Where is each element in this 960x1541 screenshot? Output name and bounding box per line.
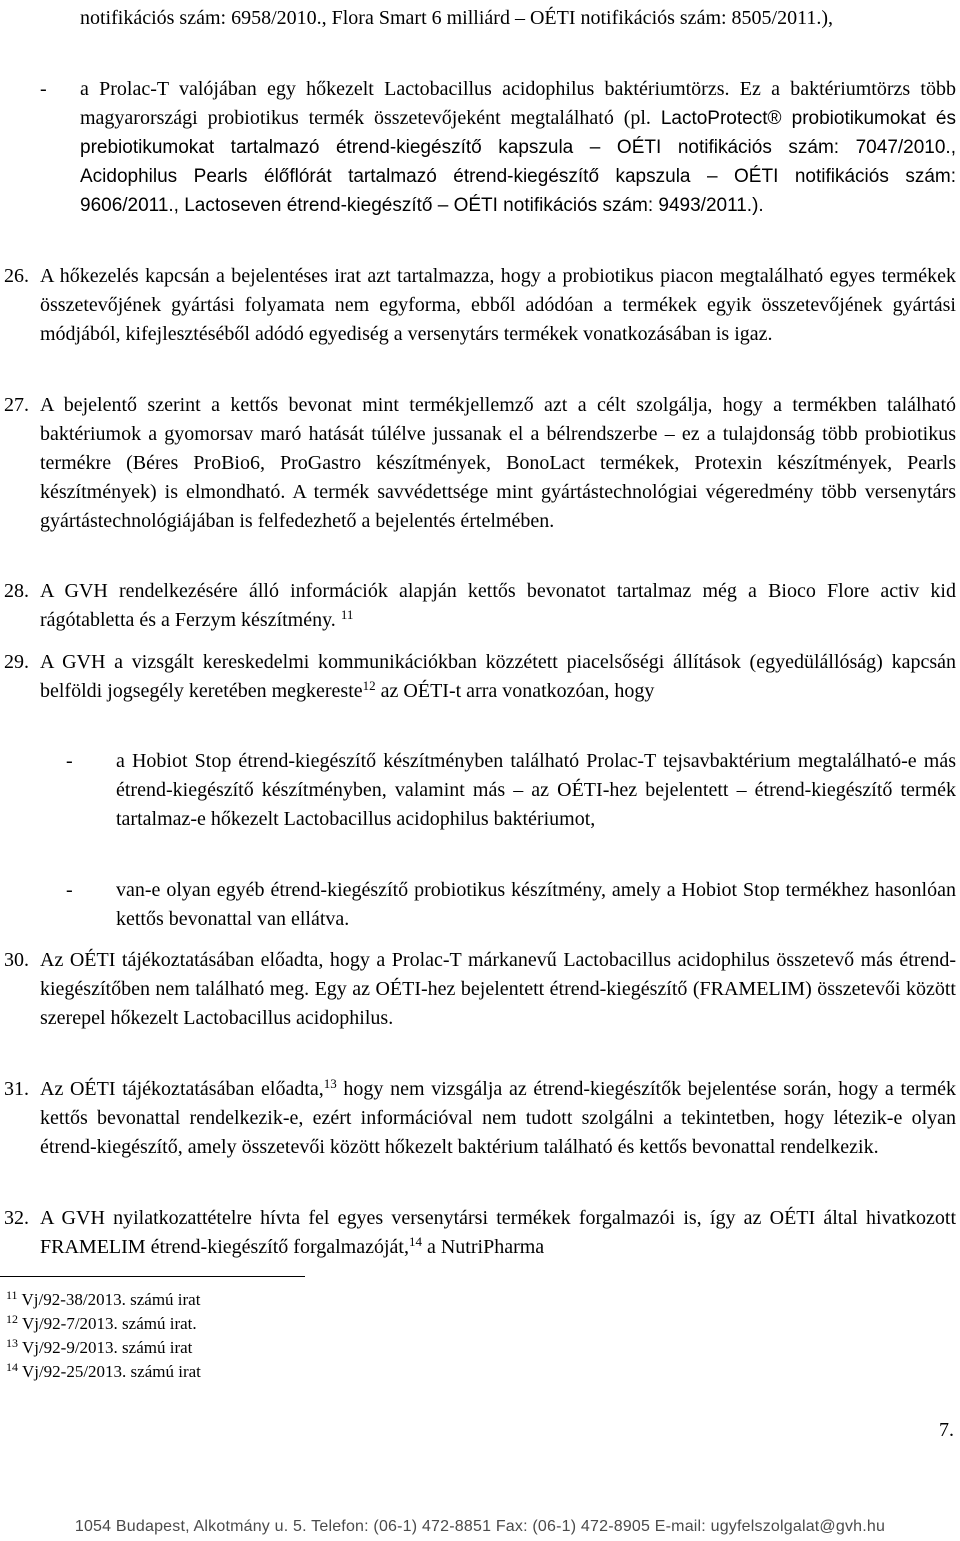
footnote-number: 12 — [6, 1312, 18, 1326]
paragraph-31: 31. Az OÉTI tájékoztatásában előadta,$^{13}$ hogy nem vizsgálja az étrend-kiegészítők bejelentése során, hogy a termék kettős bevonattal rendelkezik-e, ezért információval nem tudott szolgálni a tekintetben, hogy létezik-e olyan étrend-kiegészítő, amely összetevői között hőkezelt baktérium található és kettős bevonattal rendelkezik. — [4, 1076, 956, 1158]
page-footer: 1054 Budapest, Alkotmány u. 5. Telefon: (06-1) 472-8851 Fax: (06-1) 472-8905 E-mail: ugyfelszolgalat@gvh.hu — [74, 1518, 886, 1535]
footnote-text: Vj/92-25/2013. számú irat — [21, 1362, 201, 1381]
footnote-ref-12[interactable]: 12 — [362, 678, 376, 693]
sub-item-2 — [66, 876, 956, 934]
footnote-number: 11 — [6, 1288, 18, 1302]
paragraph-number: 31. — [4, 1078, 29, 1100]
paragraph-text: Az OÉTI tájékoztatásában előadta, — [40, 1078, 324, 1100]
footnote-ref-11[interactable]: 11 — [340, 607, 354, 622]
paragraph-number: 28. — [4, 580, 29, 602]
footnote-number: 13 — [6, 1336, 18, 1350]
page-number: 7. — [939, 1419, 954, 1441]
paragraph-27 — [0, 391, 956, 536]
paragraph-30 — [0, 946, 956, 1033]
sub-item-1 — [66, 747, 956, 834]
footnote-text: Vj/92-38/2013. számú irat — [21, 1290, 201, 1309]
footnote-13 — [6, 1336, 192, 1359]
paragraph-number: 26. — [4, 265, 29, 287]
bullet-dash: - — [66, 879, 73, 901]
paragraph-26 — [0, 262, 956, 349]
footnote-14 — [6, 1360, 201, 1383]
paragraph-text: Az OÉTI tájékoztatásában előadta, hogy a Prolac-T márkanevű Lactobacillus acidophilus összetevő más étrend-kiegészítőben nem található meg. Egy az OÉTI-hez bejelentett étrend-kiegészítő (FRAMELIM) összetevői között szerepel hőkezelt Lactobacillus acidophilus. — [40, 949, 956, 1029]
paragraph-32: 32. A GVH nyilatkozattételre hívta fel egyes versenytársi termékek forgalmazói is, így az OÉTI által hivatkozott FRAMELIM étrend-kiegészítő forgalmazóját,$^{14}$ a NutriPharma — [0, 1204, 956, 1262]
paragraph-text: A GVH rendelkezésére álló információk alapján kettős bevonatot tartalmaz még a Bioco Flore activ kid rágótabletta és a Ferzym készítmény. — [40, 580, 956, 631]
paragraph-text: A GVH a vizsgált kereskedelmi kommunikációkban közzétett piacelsőségi állítások (egyedülállóság) kapcsán belföldi jogsegély keretében megkereste — [40, 651, 956, 702]
paragraph-text: A bejelentő szerint a kettős bevonat mint termékjellemző azt a célt szolgálja, hogy a termékben található baktériumok a gyomorsav maró hatását túlélve jussanak el a bélrendszerbe – ez a tulajdonság több probiotikus termékre (Béres ProBio6, ProGastro készítmények, BonoLact termékek, Protexin készítmények, Pearls készítmények) is elmondható. A termék savvédettsége mint gyártástechnológiai végeredmény több versenytárs gyártástechnológiájában is felfedezhető a bejelentés értelmében. — [40, 394, 956, 532]
paragraph-number: 29. — [4, 651, 29, 673]
bullet-text-sans: LactoProtect® probiotikumokat és prebiotikumokat tartalmazó étrend-kiegészítő kapszula – OÉTI notifikációs szám: 7047/2010., Acidophilus Pearls élőflórát tartalmazó étrend-kiegészítő kapszula – OÉTI notifikációs szám: 9606/2011., Lactoseven étrend-kiegészítő – OÉTI notifikációs szám: 9493/2011.). — [80, 108, 956, 216]
paragraph-number: 32. — [4, 1207, 29, 1229]
continued-text: notifikációs szám: 6958/2010., Flora Smart 6 milliárd – OÉTI notifikációs szám: 8505/2011.), — [80, 7, 834, 29]
paragraph-number: 30. — [4, 949, 29, 971]
paragraph-text: A GVH nyilatkozattételre hívta fel egyes versenytársi termékek forgalmazói is, így az OÉTI által hivatkozott FRAMELIM étrend-kiegészítő forgalmazóját, — [40, 1207, 956, 1258]
sub-item-text: van-e olyan egyéb étrend-kiegészítő probiotikus készítmény, amely a Hobiot Stop termékhez hasonlóan kettős bevonattal van ellátva. — [116, 879, 956, 930]
bullet-dash: - — [66, 750, 73, 772]
footnote-12 — [6, 1312, 197, 1335]
footnote-divider — [0, 1276, 305, 1277]
bullet-prolac — [40, 75, 956, 220]
paragraph-29: 29. A GVH a vizsgált kereskedelmi kommunikációkban közzétett piacelsőségi állítások (egyedülállóság) kapcsán belföldi jogsegély keretében megkereste$^{12}$ az OÉTI-t arra vonatkozóan, hogy — [0, 648, 956, 706]
footnote-number: 14 — [6, 1360, 18, 1374]
footnote-ref-14[interactable]: 14 — [408, 1234, 422, 1249]
bullet-dash: - — [40, 78, 47, 100]
footnote-text: Vj/92-9/2013. számú irat — [21, 1338, 193, 1357]
sub-item-text: a Hobiot Stop étrend-kiegészítő készítményben található Prolac-T tejsavbaktérium megtalálható-e más étrend-kiegészítő készítményben, valamint más – az OÉTI-hez bejelentett – étrend-kiegészítő termék tartalmaz-e hőkezelt Lactobacillus acidophilus baktériumot, — [116, 750, 956, 830]
paragraph-text: A hőkezelés kapcsán a bejelentéses irat azt tartalmazza, hogy a probiotikus piacon megtalálható egyes termékek összetevőjének gyártási folyamata nem egyforma, ebből adódóan a termékek egyik összetevőjének gyártási módjából, kifejlesztéséből adódó egyediség a versenytárs termékek vonatkozásában is igaz. — [40, 265, 956, 345]
footnote-text: Vj/92-7/2013. számú irat. — [21, 1314, 197, 1333]
paragraph-number: 27. — [4, 394, 29, 416]
footnote-11 — [6, 1288, 200, 1311]
paragraph-28 — [0, 577, 956, 635]
footnote-ref-13[interactable]: 13 — [323, 1076, 337, 1091]
bullet-text: a Prolac-T valójában egy hőkezelt Lactobacillus acidophilus baktériumtörzs. Ez a baktériumtörzs több magyarországi probiotikus termék összetevőjeként megtalálható (pl. — [80, 78, 956, 129]
